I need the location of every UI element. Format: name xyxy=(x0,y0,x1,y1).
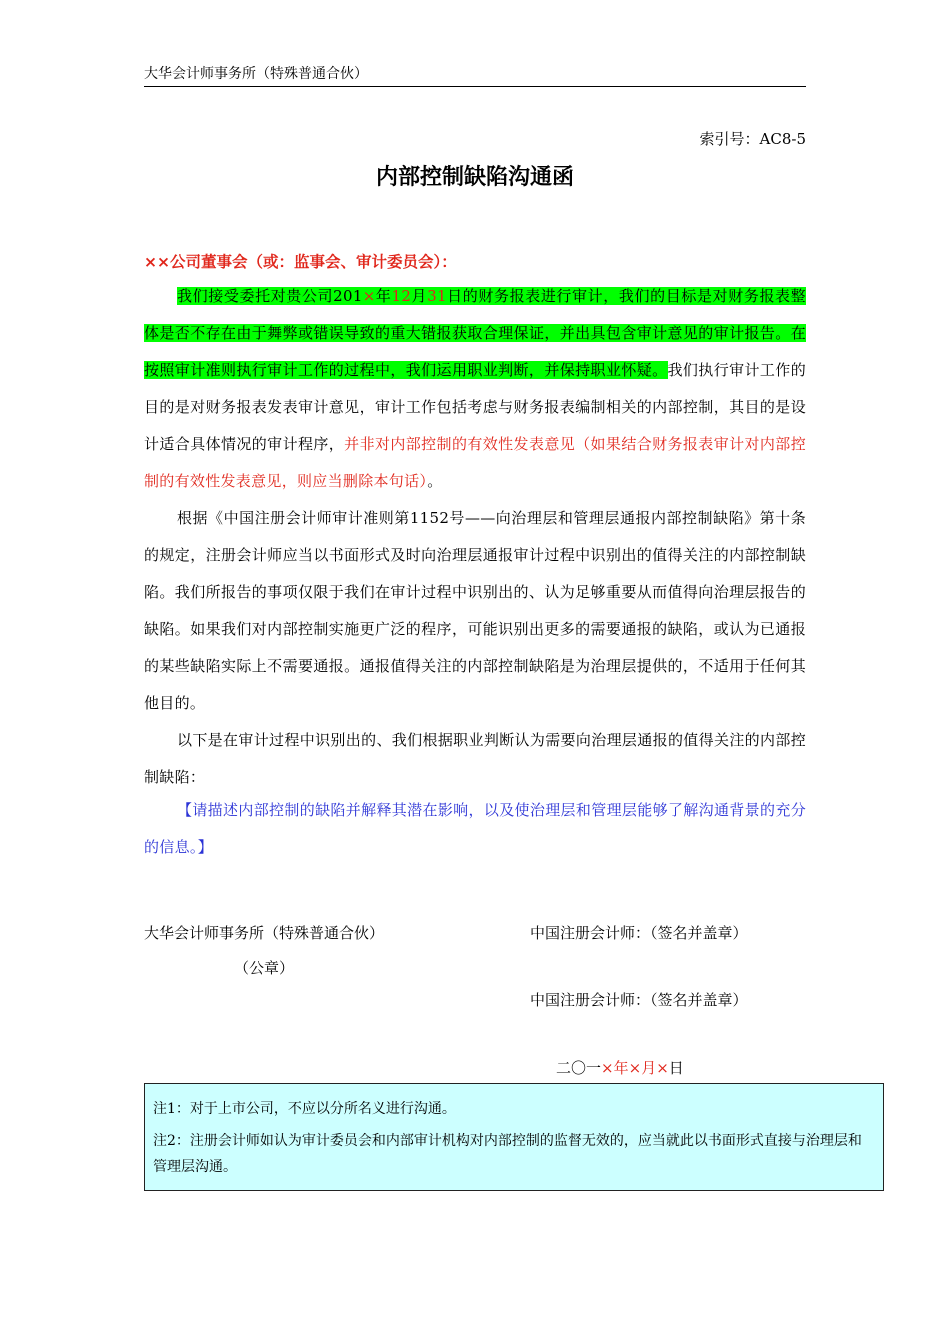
signature-firm: 大华会计师事务所（特殊普通合伙） xyxy=(144,924,385,942)
paragraph-3: 以下是在审计过程中识别出的、我们根据职业判断认为需要向治理层通报的值得关注的内部控制缺陷： xyxy=(144,731,806,786)
paragraph-4-instruction: 【请描述内部控制的缺陷并解释其潜在影响，以及使治理层和管理层能够了解沟通背景的充分的信息。】 xyxy=(144,801,806,856)
paragraph-1: 我们接受委托对贵公司201×年12月31日的财务报表进行审计，我们的目标是对财务报表整体是否不存在由于舞弊或错误导致的重大错报获取合理保证，并出具包含审计意见的审计报告。在按照审计准则执行审计工作的过程中，我们运用职业判断，并保持职业怀疑。我们执行审计工作的目的是对财务报表发表审计意见，审计工作包括考虑与财务报表编制相关的内部控制，其目的是设计适合具体情况的审计程序，并非对内部控制的有效性发表意见（如果结合财务报表审计对内部控制的有效性发表意见，则应当删除本句话）。 xyxy=(144,287,806,490)
signature-cpa-1: 中国注册会计师：（签名并盖章） xyxy=(530,924,748,942)
signature-seal: （公章） xyxy=(234,959,295,977)
index-number: 索引号：AC8-5 xyxy=(699,130,806,148)
notes-box xyxy=(144,1083,884,1191)
optional-sentence: 并非对内部控制的有效性发表意见（如果结合财务报表审计对内部控制的有效性发表意见，则应当删除本句话） xyxy=(144,435,806,490)
signature-cpa-2: 中国注册会计师：（签名并盖章） xyxy=(530,991,748,1009)
highlighted-text: 我们接受委托对贵公司201×年12月31日的财务报表进行审计，我们的目标是对财务报表整体是否不存在由于舞弊或错误导致的重大错报获取合理保证，并出具包含审计意见的审计报告。在按照审计准则执行审计工作的过程中，我们运用职业判断，并保持职业怀疑。 xyxy=(144,287,806,379)
paragraph-2: 根据《中国注册会计师审计准则第1152号——向治理层和管理层通报内部控制缺陷》第十条的规定，注册会计师应当以书面形式及时向治理层通报审计过程中识别出的值得关注的内部控制缺陷。我们所报告的事项仅限于我们在审计过程中识别出的、认为足够重要从而值得向治理层报告的缺陷。如果我们对内部控制实施更广泛的程序，可能识别出更多的需要通报的缺陷，或认为已通报的某些缺陷实际上不需要通报。通报值得关注的内部控制缺陷是为治理层提供的，不适用于任何其他目的。 xyxy=(144,509,806,712)
note-2: 注2：注册会计师如认为审计委员会和内部审计机构对内部控制的监督无效的，应当就此以书面形式直接与治理层和管理层沟通。 xyxy=(153,1133,862,1175)
header-firm-name: 大华会计师事务所（特殊普通合伙） xyxy=(144,66,368,82)
page-title: 内部控制缺陷沟通函 xyxy=(375,165,574,190)
signature-date: 二〇一×年×月×日 xyxy=(556,1059,684,1077)
note-1: 注1：对于上市公司，不应以分所名义进行沟通。 xyxy=(153,1101,456,1117)
salutation: ××公司董事会（或：监事会、审计委员会）： xyxy=(144,253,457,271)
page-header xyxy=(144,64,806,87)
